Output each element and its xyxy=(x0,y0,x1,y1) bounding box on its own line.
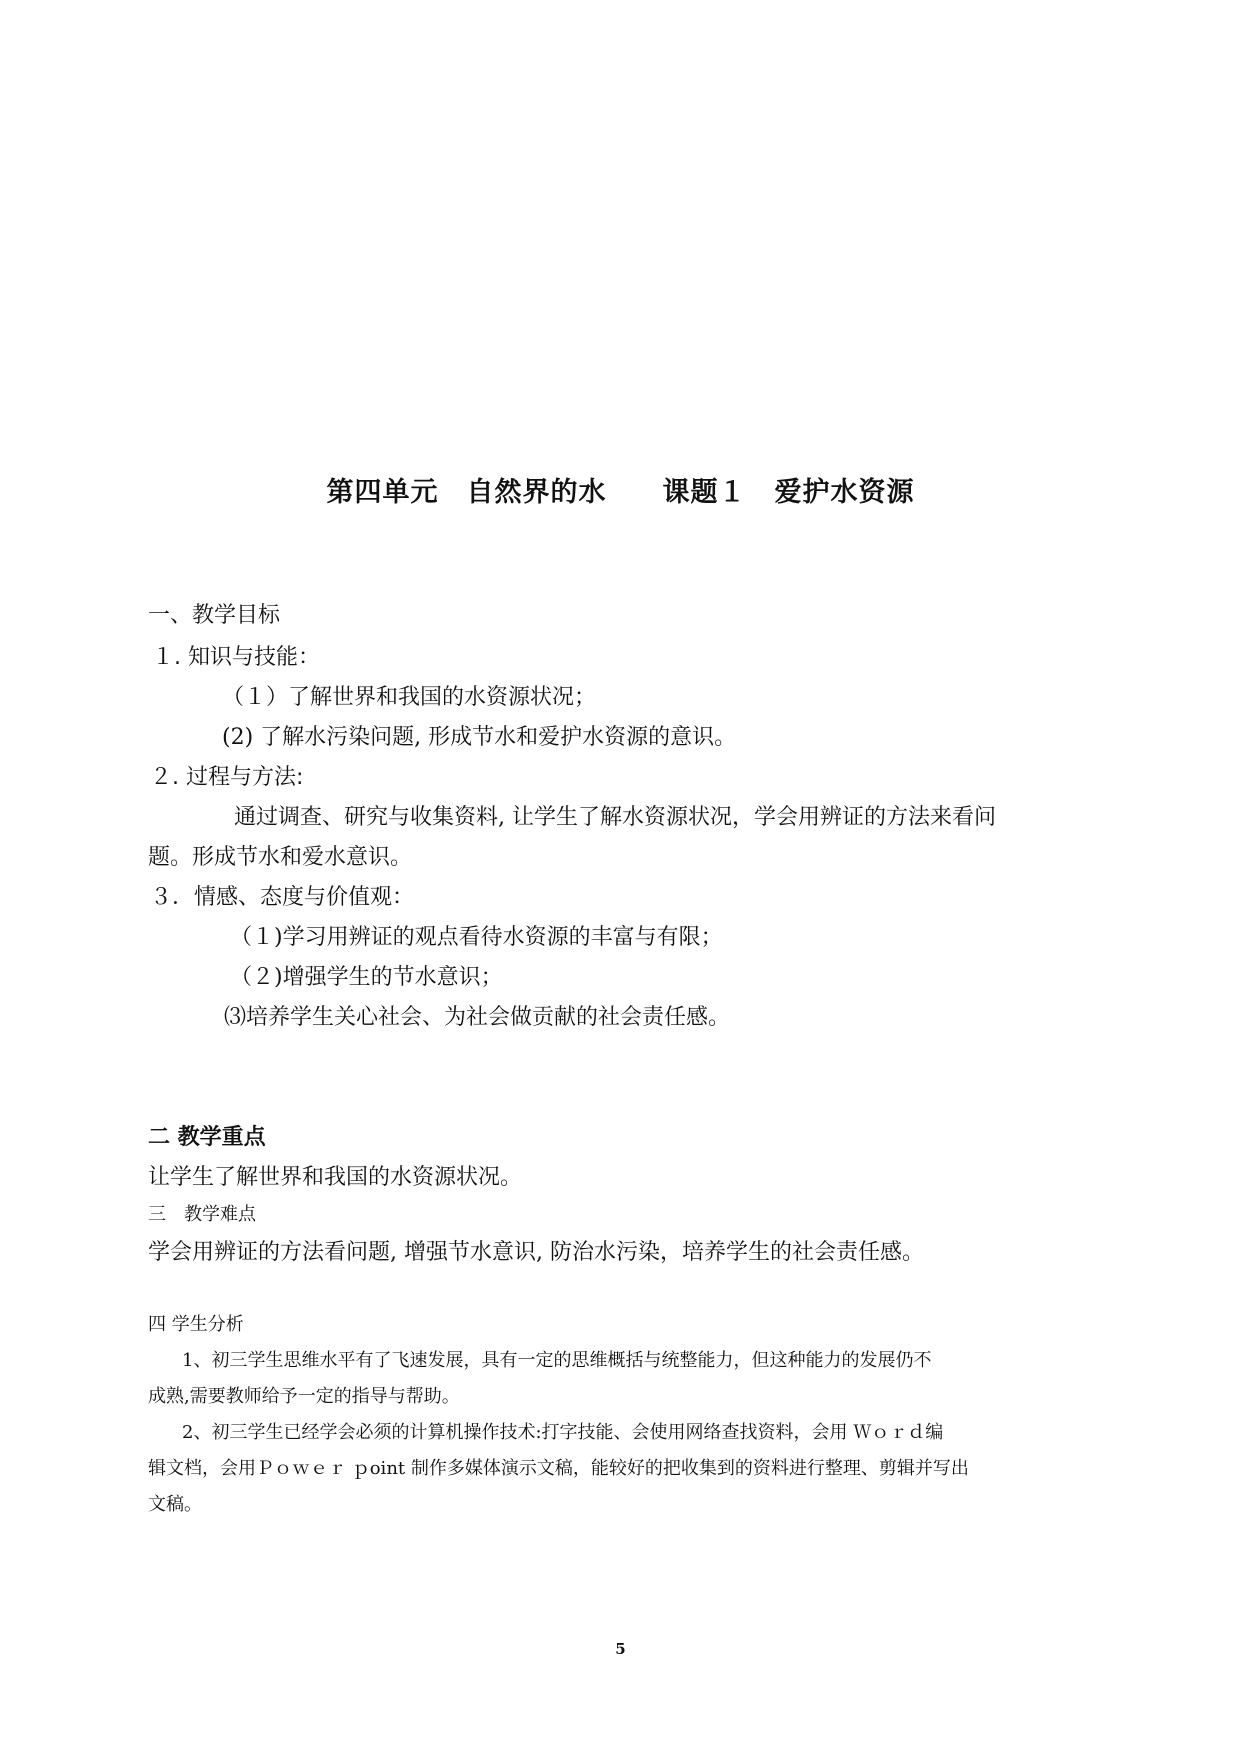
process-text-line-1: 通过调查、研究与收集资料, 让学生了解水资源状况，学会用辨证的方法来看问 xyxy=(234,805,996,830)
knowledge-item-2: (2) 了解水污染问题, 形成节水和爱护水资源的意识。 xyxy=(222,725,737,750)
student-analysis-p2-line-3: 文稿。 xyxy=(148,1494,202,1515)
emotion-heading: ３．情感、态度与价值观： xyxy=(150,885,415,910)
page-number: 5 xyxy=(615,1640,626,1658)
emotion-item-3: ⑶培养学生关心社会、为社会做贡献的社会责任感。 xyxy=(224,1005,731,1030)
emotion-item-1: （１)学习用辨证的观点看待水资源的丰富与有限； xyxy=(230,925,723,950)
key-points-heading: 二 教学重点 xyxy=(148,1125,266,1150)
knowledge-heading: １. 知识与技能： xyxy=(152,645,320,670)
process-text-line-2: 题。形成节水和爱水意识。 xyxy=(148,845,413,870)
student-analysis-p1-line-2: 成熟,需要教师给予一定的指导与帮助。 xyxy=(148,1386,460,1407)
objectives-heading: 一、教学目标 xyxy=(148,603,281,628)
difficulties-heading: 三 教学难点 xyxy=(148,1204,256,1225)
student-analysis-p1-line-1: 1、初三学生思维水平有了飞速发展，具有一定的思维概括与统整能力，但这种能力的发展仍不 xyxy=(182,1350,932,1371)
key-points-text: 让学生了解世界和我国的水资源状况。 xyxy=(148,1165,523,1190)
page-title: 第四单元 自然界的水 课题１ 爱护水资源 xyxy=(326,477,915,508)
emotion-item-2: （２)增强学生的节水意识； xyxy=(230,965,503,990)
difficulties-text: 学会用辨证的方法看问题, 增强节水意识, 防治水污染，培养学生的社会责任感。 xyxy=(148,1240,924,1265)
student-analysis-heading: 四 学生分析 xyxy=(148,1314,244,1335)
student-analysis-p2-line-1: 2、初三学生已经学会必须的计算机操作技术:打字技能、会使用网络查找资料，会用 Ｗｏｒｄ编 xyxy=(182,1422,944,1443)
process-heading: ２. 过程与方法: xyxy=(150,765,304,790)
student-analysis-p2-line-2: 辑文档，会用Ｐｏｗｅｒ ｐoint 制作多媒体演示文稿，能较好的把收集到的资料进行整理、剪辑并写出 xyxy=(148,1458,969,1479)
knowledge-item-1: （１）了解世界和我国的水资源状况； xyxy=(222,685,597,710)
